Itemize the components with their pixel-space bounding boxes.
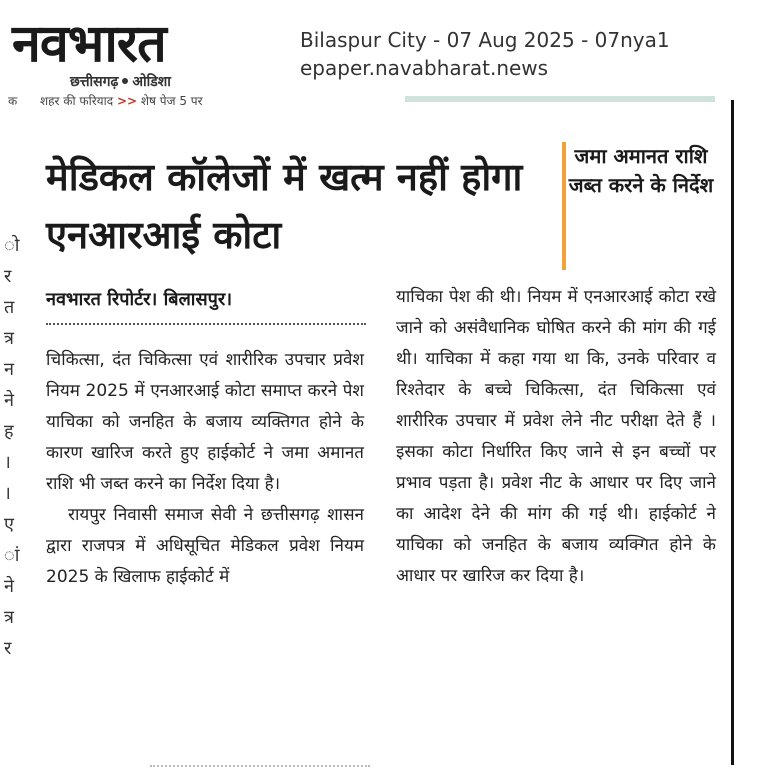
margin-fragment: ह (4, 421, 14, 442)
strip-arrow-icon: >> (116, 94, 138, 106)
margin-fragment: । (4, 483, 11, 504)
left-margin-fragments (4, 230, 22, 664)
strip-rule (405, 96, 715, 102)
margin-fragment: र (4, 266, 12, 287)
strip-left-fragment: क (8, 94, 18, 106)
strip-teaser-text: शहर की फरियाद (40, 94, 114, 106)
paragraph: याचिका पेश की थी। नियम में एनआरआई कोटा रखे जाने को असंवैधानिक घोषित करने की मांग की गई थी। याचिका में कहा गया था कि, उनके परिवार व रिश्तेदार के बच्चे चिकित्सा, दंत चिकित्सा एवं शारीरिक उपचार में प्रवेश लेने नीट परीक्षा देते हैं । इसका कोटा निर्धारित किए जाने से इन बच्चों पर प्रभाव पड़ता है। प्रवेश नीट के आधार पर दिए जाने का आदेश देने की मांग की गई थी। हाईकोर्ट ने याचिका को जनहित के बजाय व्यक्गित होने के आधार पर खारिज कर दिया है। (396, 287, 716, 586)
edition-line: Bilaspur City - 07 Aug 2025 - 07nya1 (300, 28, 670, 52)
byline: नवभारत रिपोर्टर। बिलासपुर। (46, 289, 233, 310)
margin-fragment: न (4, 359, 14, 380)
bottom-divider (150, 765, 370, 767)
margin-fragment: ए (4, 514, 14, 535)
margin-fragment: त्र (4, 328, 14, 349)
article-column-1 (46, 345, 364, 593)
logo-main-text: नवभारत (12, 14, 166, 74)
dot-icon (122, 78, 128, 84)
side-headline: जमा अमानत राशि जब्त करने के निर्देश (568, 144, 714, 197)
logo-subtitle (70, 72, 171, 91)
strip-teaser (40, 92, 203, 106)
margin-fragment: त (4, 297, 15, 318)
margin-fragment: ने (4, 576, 14, 597)
article-headline: मेडिकल कॉलेजों में खत्म नहीं होगा एनआरआई कोटा (46, 155, 523, 257)
top-strip (0, 92, 764, 106)
logo-sub-right: ओडिशा (132, 74, 171, 90)
margin-fragment: त्र (4, 607, 14, 628)
margin-fragment: ां (4, 545, 20, 566)
paragraph: रायपुर निवासी समाज सेवी ने छत्तीसगढ़ शासन द्वारा राजपत्र में अधिसूचित मेडिकल प्रवेश नियम 2025 के खिलाफ हाईकोर्ट में (46, 505, 364, 587)
margin-fragment: ो (4, 235, 20, 256)
newspaper-logo (6, 10, 278, 94)
masthead (0, 0, 764, 95)
logo-sub-left: छत्तीसगढ़ (70, 74, 119, 90)
edition-info (300, 26, 670, 82)
margin-fragment: र (4, 638, 12, 659)
margin-fragment: । (4, 452, 11, 473)
strip-continuation: शेष पेज 5 पर (140, 94, 203, 106)
byline-divider (46, 323, 366, 325)
paragraph: चिकित्सा, दंत चिकित्सा एवं शारीरिक उपचार प्रवेश नियम 2025 में एनआरआई कोटा समाप्त करने पेश याचिका को जनहित के बजाय व्यक्तिगत होने के कारण खारिज करते हुए हाईकोर्ट ने जमा अमानत राशि भी जब्त करने का निर्देश दिया है। (46, 350, 364, 494)
article-column-2 (396, 282, 716, 592)
margin-fragment: ने (4, 390, 14, 411)
column-divider (731, 100, 734, 765)
website-url: epaper.navabharat.news (300, 56, 549, 80)
